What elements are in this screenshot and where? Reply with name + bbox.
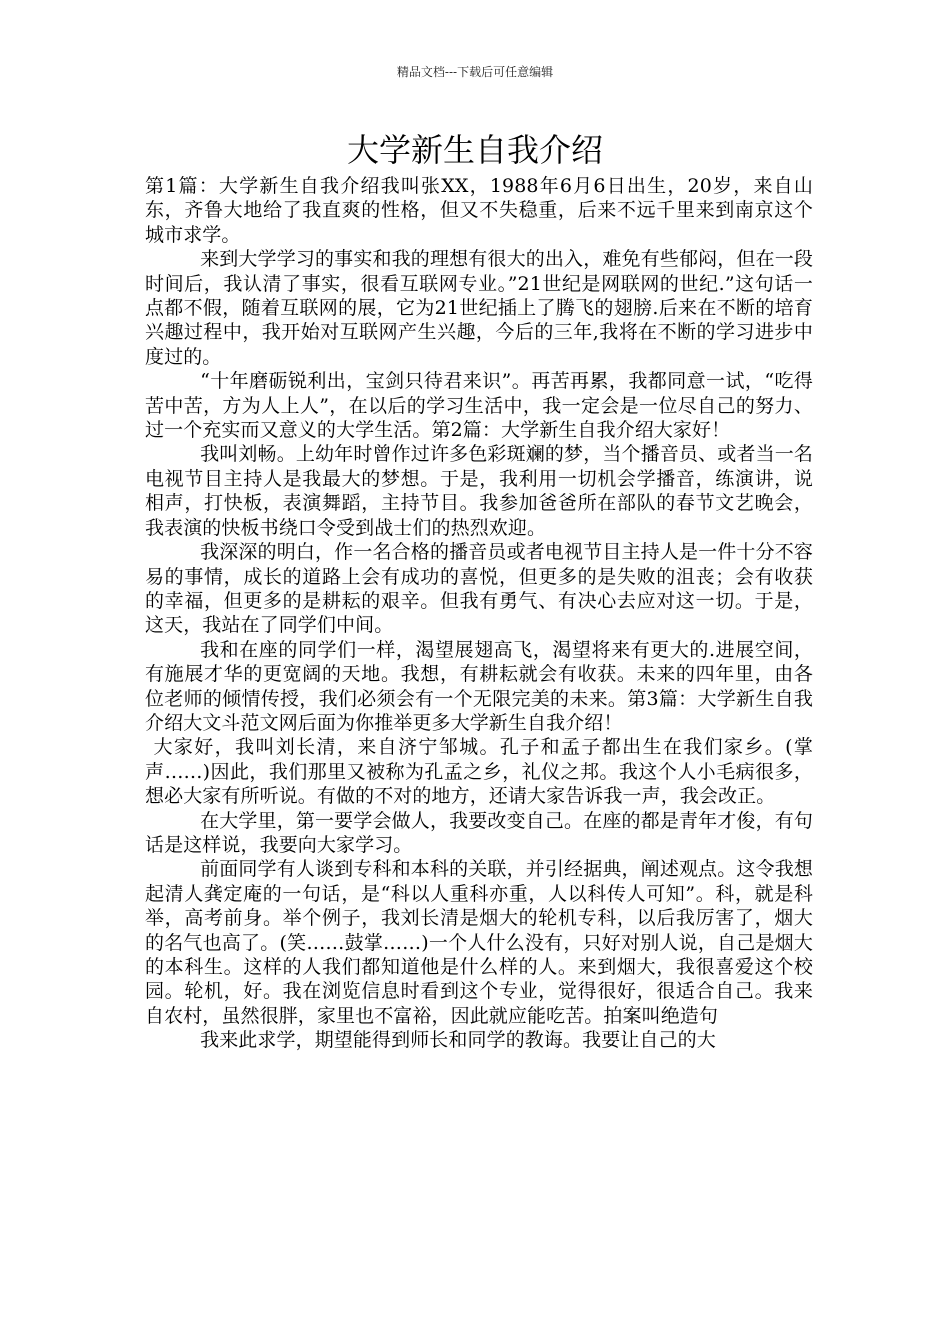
paragraph-10: 我来此求学，期望能得到师长和同学的教诲。我要让自己的大: [200, 1029, 716, 1052]
document-title: 大学新生自我介绍: [346, 131, 603, 169]
paragraph-6: 我和在座的同学们一样，渴望展翅高飞，渴望将来有更大的.进展空间，有施展才华的更宽阔的天地。我想，有耕耘就会有收获。未来的四年里，由各位老师的倾情传授，我们必须会有一个无限完美的未来。第3篇：大学新生自我介绍大文斗范文网后面为你推举更多大学新生自我介绍！: [145, 638, 813, 734]
document-body: [145, 174, 813, 1053]
paragraph-8: 在大学里，第一要学会做人，我要改变自己。在座的都是青年才俊，有句话是这样说，我要向大家学习。: [145, 809, 813, 856]
paragraph-5: 我深深的明白，作一名合格的播音员或者电视节目主持人是一件十分不容易的事情，成长的道路上会有成功的喜悦，但更多的是失败的沮丧；会有收获的幸福，但更多的是耕耘的艰辛。但我有勇气、有决心去应对这一切。于是，这天，我站在了同学们中间。: [145, 541, 813, 637]
page-header: 精品文档---下载后可任意编辑: [396, 65, 554, 79]
paragraph-4: 我叫刘畅。上幼年时曾作过许多色彩斑斓的梦，当个播音员、或者当一名电视节目主持人是我最大的梦想。于是，我利用一切机会学播音，练演讲，说相声，打快板，表演舞蹈，主持节目。我参加爸爸所在部队的春节文艺晚会，我表演的快板书绕口令受到战士们的热烈欢迎。: [145, 443, 813, 539]
paragraph-9: 前面同学有人谈到专科和本科的关联，并引经据典，阐述观点。这令我想起清人龚定庵的一句话，是“科以人重科亦重，人以科传人可知”。科，就是科举，高考前身。举个例子，我刘长清是烟大的轮机专科，以后我厉害了，烟大的名气也高了。(笑……鼓掌……)一个人什么没有，只好对别人说，自己是烟大的本科生。这样的人我们都知道他是什么样的人。来到烟大，我很喜爱这个校园。轮机，好。我在浏览信息时看到这个专业，觉得很好，很适合自己。我来自农村，虽然很胖，家里也不富裕，因此就应能吃苦。拍案叫绝造句: [145, 858, 813, 1027]
paragraph-3: “十年磨砺锐利出，宝剑只待君来识”。再苦再累，我都同意一试，“吃得苦中苦，方为人上人”，在以后的学习生活中，我一定会是一位尽自己的努力、过一个充实而又意义的大学生活。第2篇：大学新生自我介绍大家好！: [145, 370, 813, 442]
paragraph-1: 第1篇：大学新生自我介绍我叫张XX，1988年6月6日出生，20岁，来自山东，齐鲁大地给了我直爽的性格，但又不失稳重，后来不远千里来到南京这个城市求学。: [145, 175, 813, 246]
paragraph-2: 来到大学学习的事实和我的理想有很大的出入，难免有些郁闷，但在一段时间后，我认清了事实，很看互联网专业。”21世纪是网联网的世纪.”这句话一点都不假，随着互联网的展，它为21世纪插上了腾飞的翅膀.后来在不断的培育兴趣过程中，我开始对互联网产生兴趣，今后的三年,我将在不断的学习进步中度过的。: [145, 248, 813, 368]
paragraph-7: 大家好，我叫刘长清，来自济宁邹城。孔子和孟子都出生在我们家乡。(掌声……)因此，我们那里又被称为孔孟之乡，礼仪之邦。我这个人小毛病很多，想必大家有所听说。有做的不对的地方，还请大家告诉我一声，我会改正。: [145, 736, 813, 808]
